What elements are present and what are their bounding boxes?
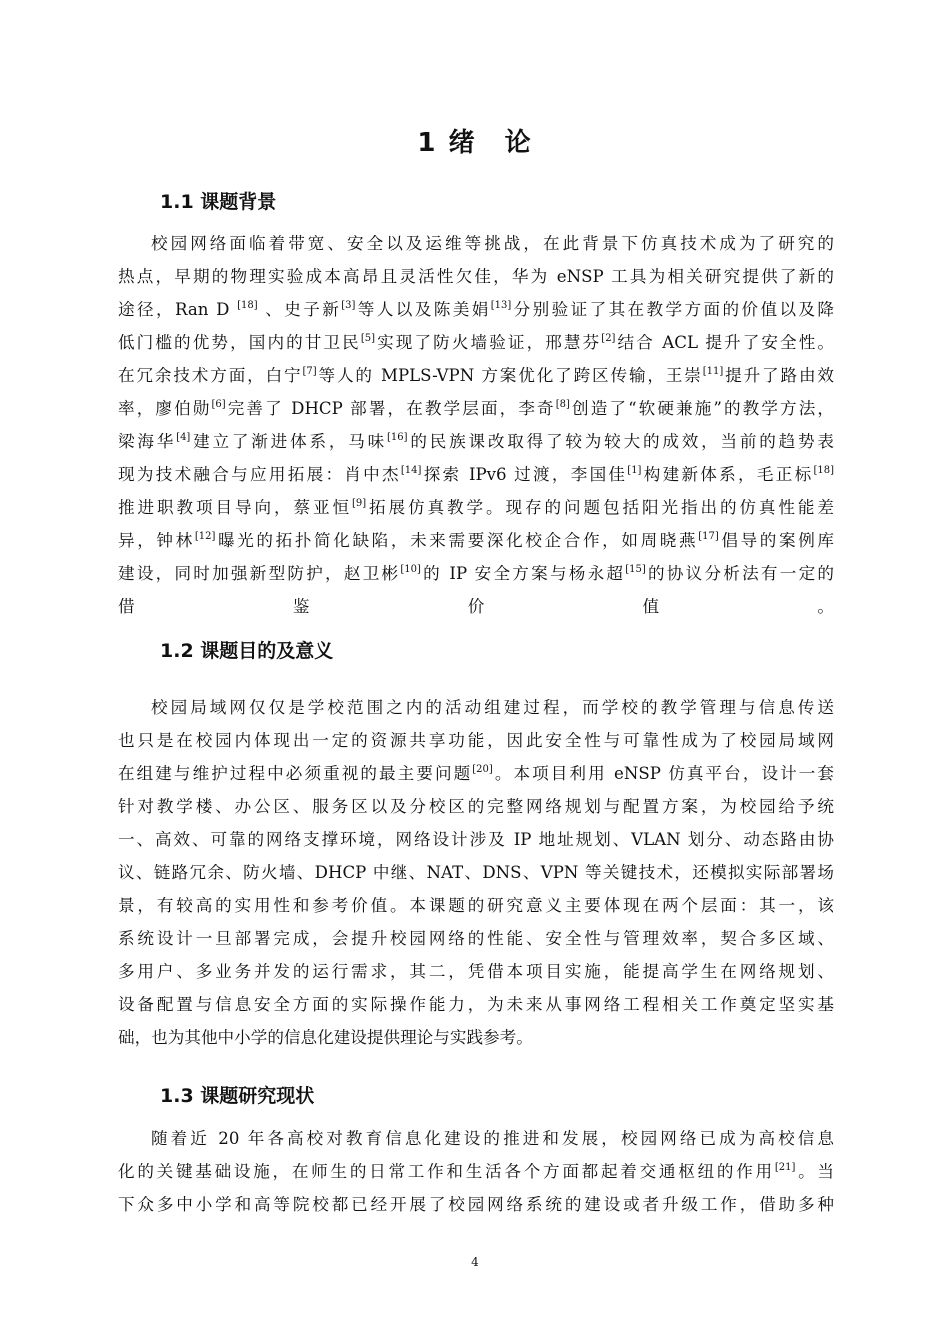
text-run: 分别验证了其在教学方面的价值以及降 bbox=[511, 300, 834, 319]
paragraph-line bbox=[118, 691, 834, 724]
text-run: 景，有较高的实用性和参考价值。本课题的研究意义主要体现在两个层面：其一，该 bbox=[118, 896, 834, 915]
text-run: 础，也为其他中小学的信息化建设提供理论与实践参考。 bbox=[118, 1028, 533, 1047]
text-run: 下众多中小学和高等院校都已经开展了校园网络系统的建设或者升级工作，借助多种 bbox=[118, 1195, 834, 1214]
paragraph-line bbox=[118, 988, 834, 1021]
section-1-2-paragraph bbox=[118, 691, 834, 1054]
section-heading-1-2: 1.2 课题目的及意义 bbox=[160, 640, 334, 662]
chapter-title: 1 绪 论 bbox=[417, 128, 533, 158]
text-run: 多用户、多业务并发的运行需求，其二，凭借本项目实施，能提高学生在网络规划、 bbox=[118, 962, 834, 981]
text-run: 也只是在校园内体现出一定的资源共享功能，因此安全性与可靠性成为了校园局域网 bbox=[118, 731, 834, 750]
text-run: 率，廖伯勋 bbox=[118, 399, 212, 418]
text-run: 系统设计一旦部署完成，会提升校园网络的性能、安全性与管理效率，契合多区域、 bbox=[118, 929, 834, 948]
text-run: 建设，同时加强新型防护，赵卫彬 bbox=[118, 564, 401, 583]
text-run: 在组建与维护过程中必须重视的最主要问题 bbox=[118, 764, 473, 783]
citation-superscript: [3] bbox=[341, 300, 356, 311]
text-run: 等人的 MPLS-VPN 方案优化了跨区传输，王崇 bbox=[316, 366, 703, 385]
citation-superscript: [5] bbox=[360, 333, 376, 344]
citation-superscript: [15] bbox=[625, 564, 646, 575]
text-run: 借鉴价值。 bbox=[118, 597, 834, 616]
text-run: 建立了渐进体系，马味 bbox=[190, 432, 387, 451]
text-run: 结合 ACL 提升了安全性。 bbox=[615, 333, 834, 352]
text-run: 、史子新 bbox=[257, 300, 342, 319]
text-run: 的协议分析法有一定的 bbox=[645, 564, 834, 583]
text-run: 随着近 20 年各高校对教育信息化建设的推进和发展，校园网络已成为高校信息 bbox=[151, 1129, 834, 1148]
text-run: 校园局域网仅仅是学校范围之内的活动组建过程，而学校的教学管理与信息传送 bbox=[151, 698, 834, 717]
paragraph-line bbox=[118, 590, 834, 623]
citation-superscript: [8] bbox=[555, 399, 570, 410]
text-run: 低门槛的优势，国内的甘卫民 bbox=[118, 333, 361, 352]
text-run: 异，钟林 bbox=[118, 531, 195, 550]
citation-superscript: [11] bbox=[702, 366, 724, 377]
paragraph-line bbox=[118, 955, 834, 988]
paragraph-line bbox=[118, 1122, 834, 1155]
citation-superscript: [10] bbox=[400, 564, 421, 575]
text-run: 化的关键基础设施，在师生的日常工作和生活各个方面都起着交通枢纽的作用 bbox=[118, 1162, 775, 1181]
citation-superscript: [13] bbox=[490, 300, 512, 311]
paragraph-line bbox=[118, 757, 834, 790]
text-run: 途径，Ran D bbox=[118, 300, 238, 319]
text-run: 拓展仿真教学。现存的问题包括阳光指出的仿真性能差 bbox=[366, 498, 834, 517]
paragraph-line bbox=[118, 823, 834, 856]
text-run: 曝光的拓扑简化缺陷，未来需要深化校企合作，如周晓燕 bbox=[215, 531, 699, 550]
text-run: 推进职教项目导向，蔡亚恒 bbox=[118, 498, 352, 517]
text-run: 在冗余技术方面，白宁 bbox=[118, 366, 303, 385]
section-heading-1-3: 1.3 课题研究现状 bbox=[160, 1085, 315, 1107]
page-number: 4 bbox=[471, 1255, 479, 1269]
citation-superscript: [4] bbox=[176, 432, 191, 443]
paragraph-line bbox=[118, 889, 834, 922]
paragraph-line bbox=[118, 425, 834, 458]
section-1-1-paragraph bbox=[118, 227, 834, 623]
text-run: 完善了 DHCP 部署，在教学层面，李奇 bbox=[225, 399, 556, 418]
paragraph-line bbox=[118, 293, 834, 326]
text-run: 倡导的案例库 bbox=[718, 531, 834, 550]
text-run: 构建新体系，毛正标 bbox=[641, 465, 814, 484]
paragraph-line bbox=[118, 922, 834, 955]
citation-superscript: [18] bbox=[237, 300, 258, 311]
text-run: 梁海华 bbox=[118, 432, 177, 451]
citation-superscript: [1] bbox=[627, 465, 642, 476]
citation-superscript: [18] bbox=[813, 465, 834, 476]
paragraph-line bbox=[118, 1021, 834, 1054]
paragraph-line bbox=[118, 392, 834, 425]
text-run: 的民族课改取得了较为较大的成效，当前的趋势表 bbox=[407, 432, 834, 451]
paragraph-line bbox=[118, 260, 834, 293]
citation-superscript: [6] bbox=[211, 399, 226, 410]
text-run: 设备配置与信息安全方面的实际操作能力，为未来从事网络工程相关工作奠定坚实基 bbox=[118, 995, 834, 1014]
section-1-3-paragraph bbox=[118, 1122, 834, 1221]
paragraph-line bbox=[118, 359, 834, 392]
text-run: 针对教学楼、办公区、服务区以及分校区的完整网络规划与配置方案，为校园给予统 bbox=[118, 797, 834, 816]
citation-superscript: [14] bbox=[400, 465, 422, 476]
citation-superscript: [21] bbox=[774, 1162, 796, 1173]
text-run: 现为技术融合与应用拓展：肖中杰 bbox=[118, 465, 401, 484]
section-heading-1-1: 1.1 课题背景 bbox=[160, 191, 277, 213]
text-run: 校园网络面临着带宽、安全以及运维等挑战，在此背景下仿真技术成为了研究的 bbox=[151, 234, 834, 253]
paragraph-line bbox=[118, 458, 834, 491]
text-run: 。当 bbox=[795, 1162, 834, 1181]
paragraph-line bbox=[118, 790, 834, 823]
citation-superscript: [12] bbox=[194, 531, 216, 542]
citation-superscript: [2] bbox=[601, 333, 616, 344]
text-run: 。本项目利用 eNSP 仿真平台，设计一套 bbox=[492, 764, 834, 783]
citation-superscript: [20] bbox=[472, 764, 493, 775]
paragraph-line bbox=[118, 524, 834, 557]
citation-superscript: [17] bbox=[698, 531, 719, 542]
text-run: 的 IP 安全方案与杨永超 bbox=[420, 564, 626, 583]
paragraph-line bbox=[118, 1155, 834, 1188]
paragraph-line bbox=[118, 227, 834, 260]
text-run: 提升了路由效 bbox=[723, 366, 834, 385]
paragraph-line bbox=[118, 491, 834, 524]
text-run: 探索 IPv6 过渡，李国佳 bbox=[421, 465, 628, 484]
paragraph-line bbox=[118, 326, 834, 359]
paragraph-line bbox=[118, 1188, 834, 1221]
text-run: 等人以及陈美娟 bbox=[355, 300, 491, 319]
citation-superscript: [7] bbox=[302, 366, 317, 377]
text-run: 创造了“软硬兼施”的教学方法， bbox=[569, 399, 834, 418]
text-run: 一、高效、可靠的网络支撑环境，网络设计涉及 IP 地址规划、VLAN 划分、动态路由协 bbox=[118, 830, 834, 849]
paragraph-line bbox=[118, 856, 834, 889]
text-run: 实现了防火墙验证，邢慧芬 bbox=[375, 333, 602, 352]
paragraph-line bbox=[118, 724, 834, 757]
citation-superscript: [9] bbox=[351, 498, 367, 509]
citation-superscript: [16] bbox=[387, 432, 408, 443]
paragraph-line bbox=[118, 557, 834, 590]
text-run: 议、链路冗余、防火墙、DHCP 中继、NAT、DNS、VPN 等关键技术，还模拟实际部署场 bbox=[118, 863, 834, 882]
text-run: 热点，早期的物理实验成本高昂且灵活性欠佳，华为 eNSP 工具为相关研究提供了新的 bbox=[118, 267, 834, 286]
